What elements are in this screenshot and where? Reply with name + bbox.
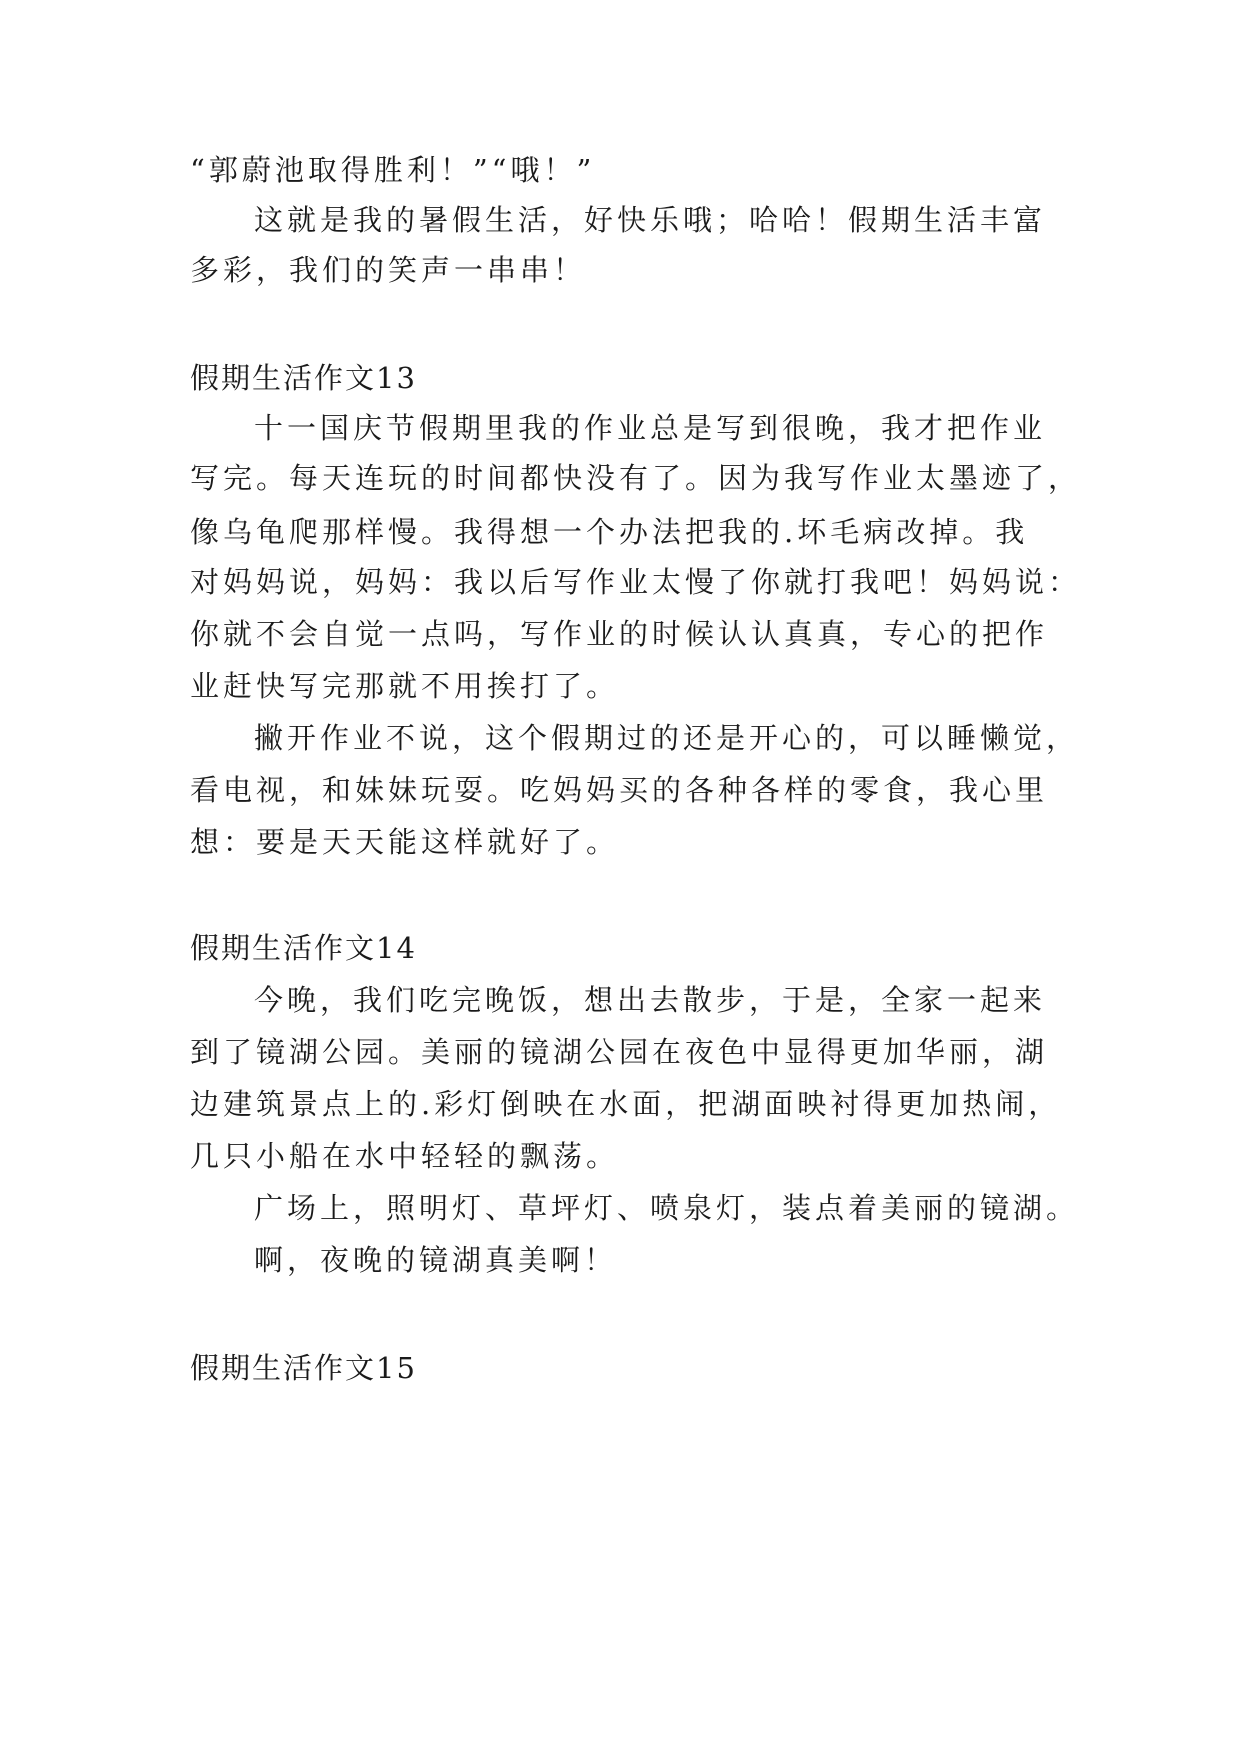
paragraph-line: 想：要是天天能这样就好了。 — [190, 825, 620, 859]
section-heading-13: 假期生活作文13 — [190, 361, 417, 395]
paragraph-line: 多彩，我们的笑声一串串！ — [190, 253, 587, 287]
paragraph-line: 撇开作业不说，这个假期过的还是开心的，可以睡懒觉， — [254, 721, 1080, 755]
paragraph-line: 广场上，照明灯、草坪灯、喷泉灯，装点着美丽的镜湖。 — [254, 1191, 1080, 1225]
paragraph-line: 到了镜湖公园。美丽的镜湖公园在夜色中显得更加华丽，湖 — [190, 1035, 1049, 1069]
paragraph-line: 写完。每天连玩的时间都快没有了。因为我写作业太墨迹了， — [190, 461, 1082, 495]
paragraph-line: 啊，夜晚的镜湖真美啊！ — [254, 1243, 618, 1277]
paragraph-line: 边建筑景点上的.彩灯倒映在水面，把湖面映衬得更加热闹， — [190, 1087, 1062, 1121]
paragraph-line: 十一国庆节假期里我的作业总是写到很晚，我才把作业 — [254, 411, 1047, 445]
paragraph-line: 业赶快写完那就不用挨打了。 — [190, 669, 620, 703]
paragraph-line: 几只小船在水中轻轻的飘荡。 — [190, 1139, 620, 1173]
paragraph-line: 这就是我的暑假生活，好快乐哦；哈哈！假期生活丰富 — [254, 203, 1047, 237]
paragraph-line: 看电视，和妹妹玩耍。吃妈妈买的各种各样的零食，我心里 — [190, 773, 1049, 807]
paragraph-line: 像乌龟爬那样慢。我得想一个办法把我的.坏毛病改掉。我 — [190, 515, 1029, 549]
quote-line: “郭蔚池取得胜利！”“哦！” — [190, 153, 596, 187]
section-heading-15: 假期生活作文15 — [190, 1351, 417, 1385]
paragraph-line: 今晚，我们吃完晚饭，想出去散步，于是，全家一起来 — [254, 983, 1047, 1017]
paragraph-line: 对妈妈说，妈妈：我以后写作业太慢了你就打我吧！妈妈说： — [190, 565, 1082, 599]
paragraph-line: 你就不会自觉一点吗，写作业的时候认认真真，专心的把作 — [190, 617, 1049, 651]
section-heading-14: 假期生活作文14 — [190, 931, 417, 965]
